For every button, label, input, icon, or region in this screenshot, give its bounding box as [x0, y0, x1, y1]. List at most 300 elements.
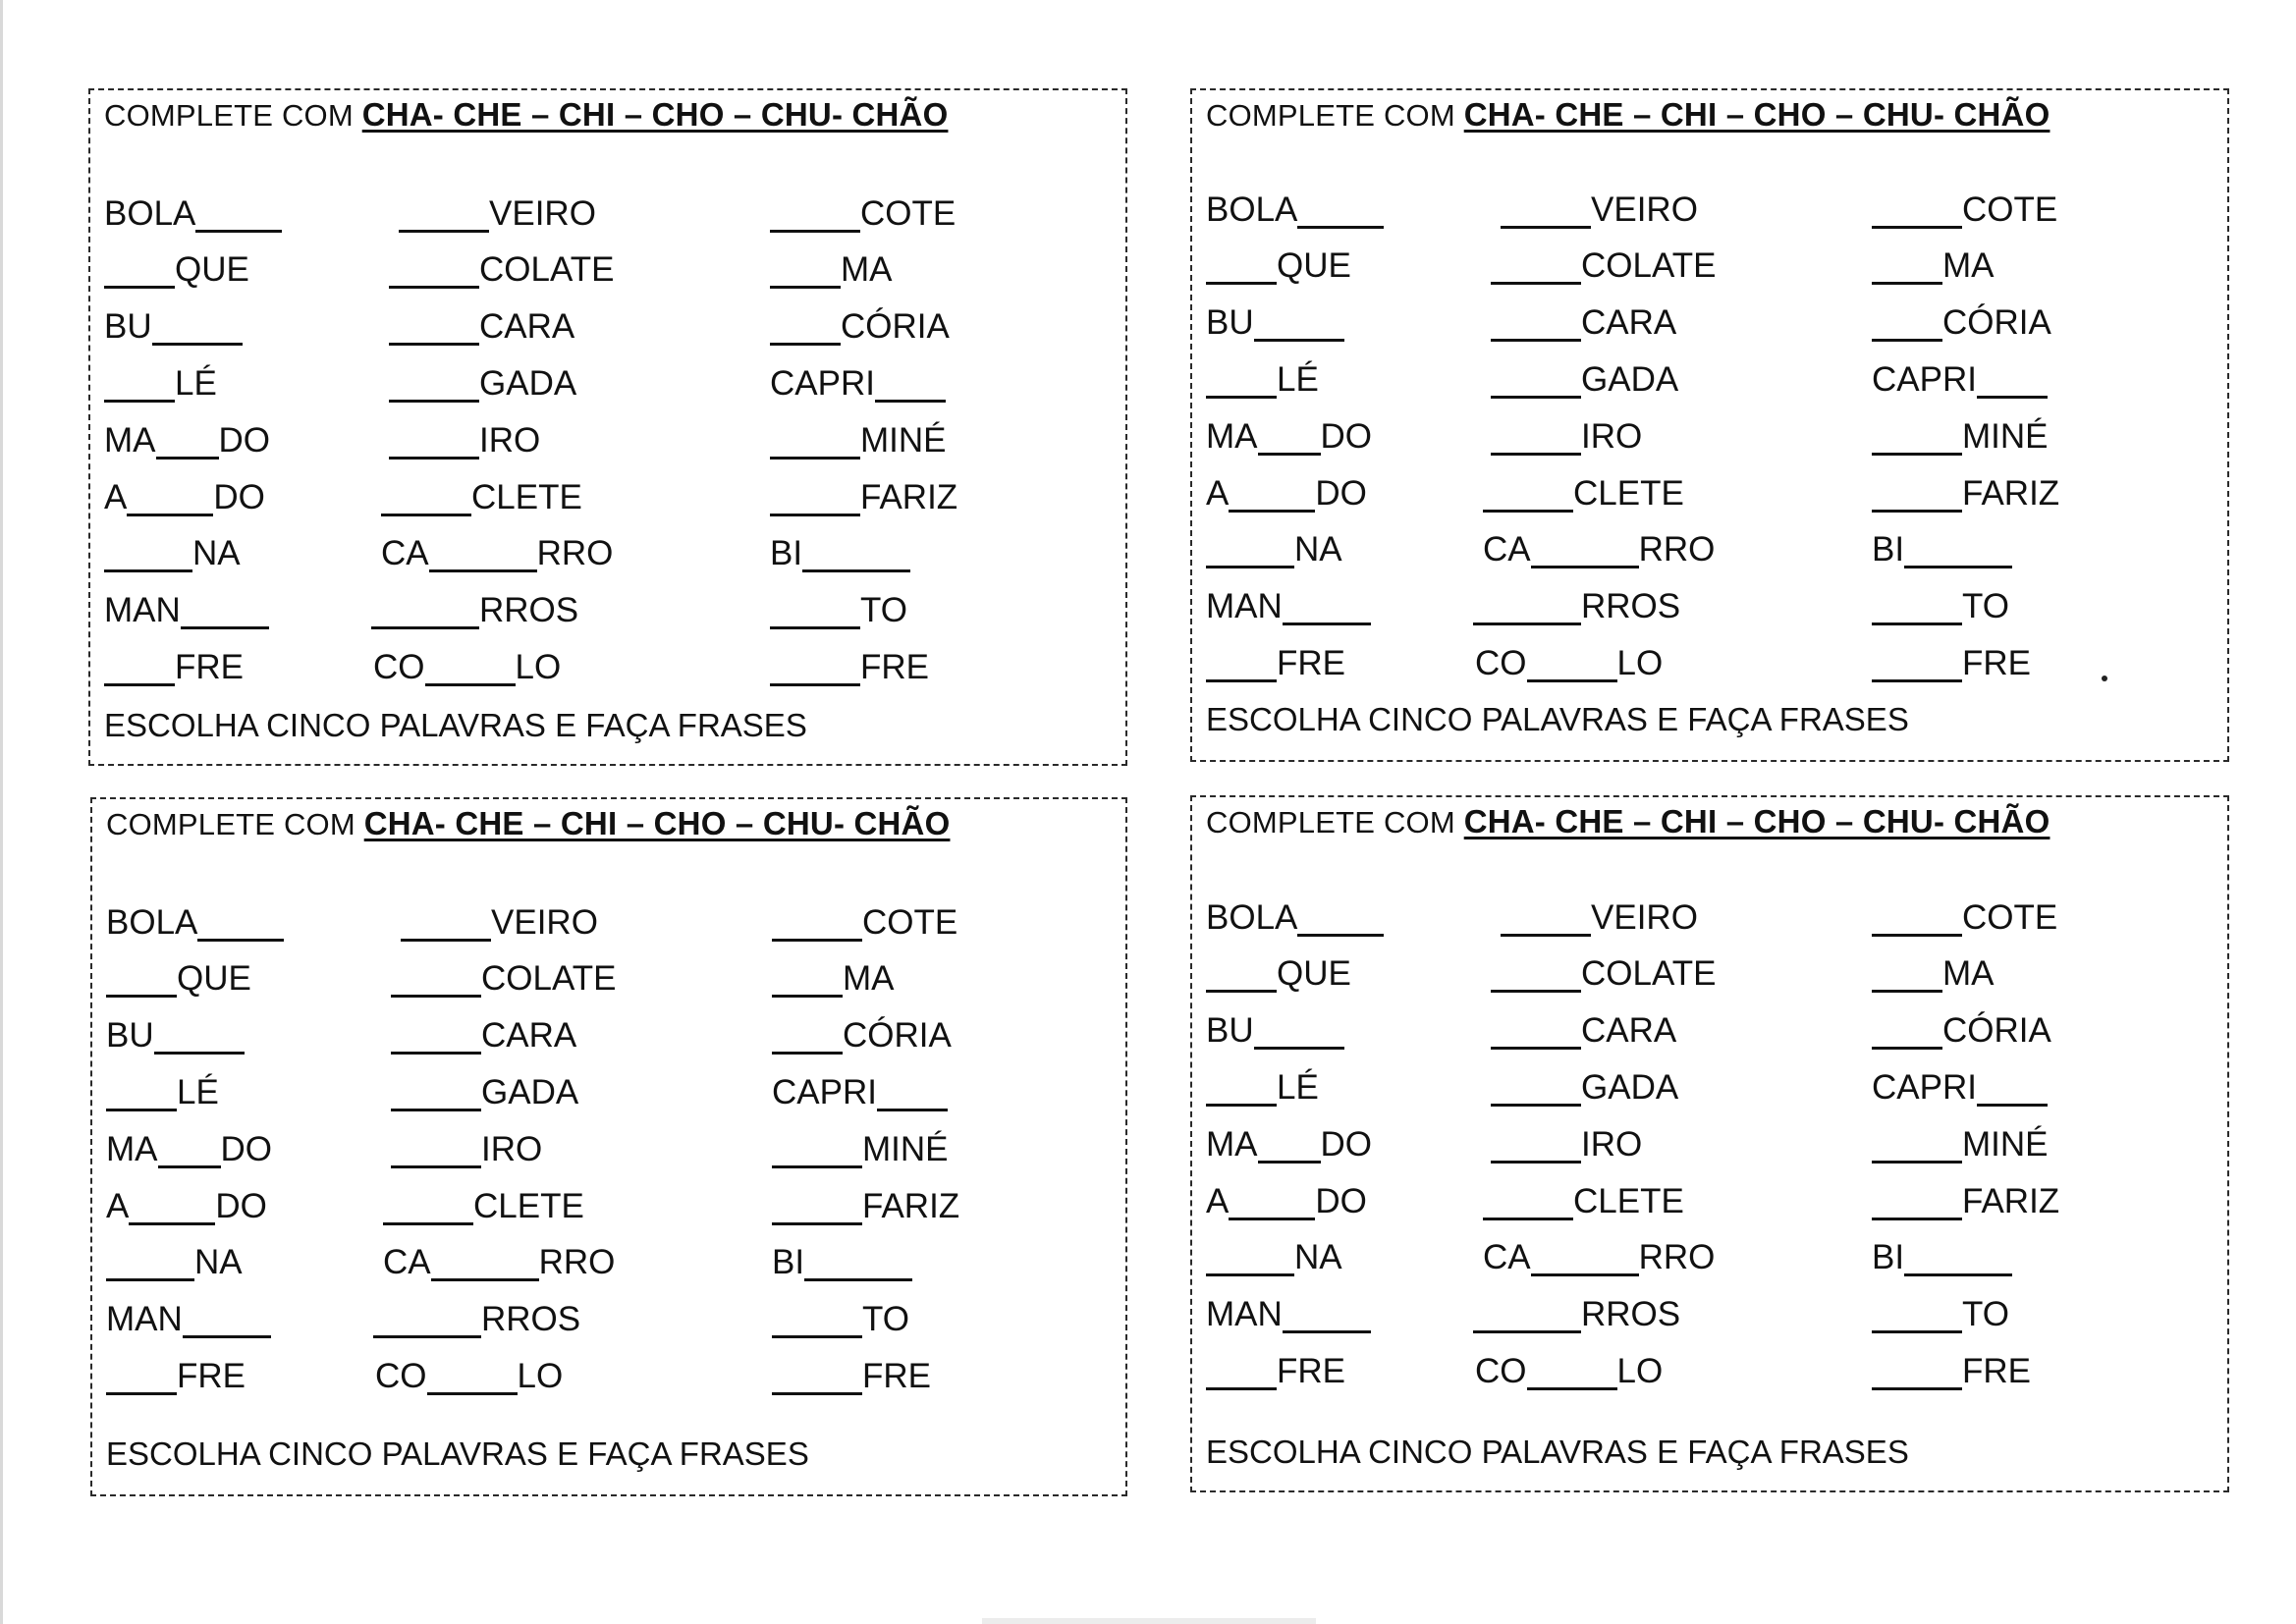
word-item	[1872, 413, 2049, 454]
word-item	[772, 1297, 909, 1337]
word-suffix: FRE	[860, 647, 929, 686]
word-suffix: QUE	[177, 959, 251, 999]
answer-blank[interactable]	[772, 1361, 862, 1395]
word-prefix: BI	[1872, 1238, 1905, 1277]
answer-blank[interactable]	[770, 596, 860, 630]
card-footer-instruction: ESCOLHA CINCO PALAVRAS E FAÇA FRASES	[104, 707, 807, 743]
word-item	[106, 956, 251, 997]
word-item	[1872, 1121, 2049, 1162]
answer-blank[interactable]	[804, 1248, 912, 1282]
card-title	[1206, 803, 2050, 840]
word-item	[1491, 413, 1642, 454]
word-suffix: LO	[515, 647, 562, 686]
answer-blank[interactable]	[1977, 364, 2048, 399]
answer-blank[interactable]	[1473, 1300, 1581, 1334]
word-suffix: MA	[841, 250, 893, 290]
answer-blank[interactable]	[1206, 251, 1277, 286]
answer-blank[interactable]	[106, 1248, 194, 1282]
answer-blank[interactable]	[1491, 364, 1581, 399]
answer-blank[interactable]	[195, 198, 282, 233]
answer-blank[interactable]	[391, 1021, 481, 1056]
word-item	[1872, 470, 2059, 511]
answer-blank[interactable]	[1872, 1300, 1962, 1334]
word-prefix: BOLA	[106, 902, 198, 942]
word-item	[104, 474, 265, 514]
word-suffix: TO	[1962, 1295, 2009, 1334]
word-item	[770, 474, 957, 514]
word-suffix: DO	[220, 1129, 272, 1168]
word-suffix: MINÉ	[860, 420, 947, 460]
word-item	[770, 247, 893, 288]
word-item	[1483, 1235, 1715, 1275]
word-suffix: MINÉ	[1962, 416, 2049, 456]
answer-blank[interactable]	[389, 425, 479, 460]
word-item	[1872, 584, 2009, 624]
word-suffix: CÓRIA	[841, 307, 950, 347]
answer-blank[interactable]	[106, 1361, 177, 1395]
word-prefix: BU	[1206, 1011, 1254, 1051]
answer-blank[interactable]	[772, 964, 843, 999]
word-suffix: RRO	[536, 534, 614, 573]
word-item	[104, 190, 282, 231]
word-item	[389, 417, 540, 458]
answer-blank[interactable]	[1297, 194, 1384, 229]
word-suffix: DO	[1315, 1181, 1367, 1220]
word-prefix: A	[106, 1186, 130, 1225]
scan-mark	[982, 1618, 1316, 1624]
word-suffix: MA	[843, 959, 895, 999]
card-footer-instruction: ESCOLHA CINCO PALAVRAS E FAÇA FRASES	[1206, 701, 1909, 737]
answer-blank[interactable]	[106, 1077, 177, 1111]
word-item	[1206, 1008, 1344, 1049]
word-prefix: CO	[1475, 1351, 1527, 1390]
word-prefix: BOLA	[104, 193, 196, 233]
word-item	[770, 531, 910, 571]
answer-blank[interactable]	[1501, 902, 1591, 937]
word-prefix: MA	[1206, 416, 1258, 456]
answer-blank[interactable]	[381, 482, 471, 516]
answer-blank[interactable]	[1229, 478, 1315, 513]
word-suffix: QUE	[1277, 954, 1351, 994]
word-item	[1491, 1121, 1642, 1162]
answer-blank[interactable]	[1229, 1186, 1315, 1220]
word-prefix: BU	[1206, 303, 1254, 343]
word-suffix: CÓRIA	[1942, 1011, 2051, 1051]
word-item	[1501, 187, 1698, 227]
answer-blank[interactable]	[1872, 902, 1962, 937]
answer-blank[interactable]	[391, 1077, 481, 1111]
card-title	[1206, 96, 2050, 134]
word-suffix: RROS	[479, 591, 579, 630]
word-item	[770, 417, 947, 458]
word-suffix: DO	[213, 477, 265, 516]
answer-blank[interactable]	[154, 1021, 245, 1056]
word-item	[1206, 527, 1342, 568]
answer-blank[interactable]	[1483, 1186, 1573, 1220]
answer-blank[interactable]	[1904, 535, 2012, 569]
word-item	[1206, 244, 1351, 284]
answer-blank[interactable]	[1872, 592, 1962, 626]
word-prefix: CAPRI	[772, 1072, 877, 1111]
answer-blank[interactable]	[1491, 251, 1581, 286]
word-item	[1872, 1292, 2009, 1332]
word-prefix: CO	[375, 1356, 427, 1395]
word-suffix: DO	[1320, 416, 1372, 456]
answer-blank[interactable]	[1254, 1016, 1344, 1051]
word-suffix: MINÉ	[1962, 1124, 2049, 1164]
word-prefix: MA	[1206, 1124, 1258, 1164]
answer-blank[interactable]	[1283, 1300, 1371, 1334]
word-prefix: A	[1206, 473, 1230, 513]
word-item	[1475, 1348, 1663, 1388]
word-item	[1491, 244, 1716, 284]
word-item	[772, 899, 957, 940]
exercise-card-top-left	[88, 88, 1127, 766]
word-suffix: RROS	[1581, 587, 1681, 626]
word-item	[106, 1126, 272, 1166]
word-item	[1206, 640, 1345, 680]
syllable-list: CHA- CHE – CHI – CHO – CHU- CHÃO	[1463, 803, 2050, 839]
answer-blank[interactable]	[391, 964, 481, 999]
word-suffix: CARA	[479, 307, 575, 347]
word-item	[104, 588, 269, 628]
word-suffix: DO	[1320, 1124, 1372, 1164]
answer-blank[interactable]	[1297, 902, 1384, 937]
answer-blank[interactable]	[1531, 535, 1639, 569]
word-suffix: GADA	[1581, 1067, 1679, 1107]
answer-blank[interactable]	[127, 482, 213, 516]
answer-blank[interactable]	[1872, 1356, 1962, 1390]
word-suffix: VEIRO	[489, 193, 596, 233]
word-item	[383, 1240, 615, 1280]
word-suffix: IRO	[1581, 1124, 1643, 1164]
card-title	[106, 805, 950, 842]
word-suffix: COTE	[1962, 897, 2058, 937]
answer-blank[interactable]	[429, 539, 537, 573]
answer-blank[interactable]	[770, 198, 860, 233]
answer-blank[interactable]	[772, 1021, 843, 1056]
word-suffix: COLATE	[1581, 246, 1717, 286]
word-item	[391, 1126, 542, 1166]
answer-blank[interactable]	[1491, 959, 1581, 994]
word-item	[1872, 1178, 2059, 1218]
word-suffix: VEIRO	[1591, 189, 1698, 229]
word-item	[389, 304, 574, 345]
word-item	[1473, 584, 1680, 624]
answer-blank[interactable]	[183, 1305, 271, 1339]
word-item	[1491, 1064, 1678, 1105]
answer-blank[interactable]	[104, 255, 175, 290]
word-item	[772, 956, 895, 997]
answer-blank[interactable]	[1254, 308, 1344, 343]
answer-blank[interactable]	[1872, 478, 1962, 513]
syllable-list: CHA- CHE – CHI – CHO – CHU- CHÃO	[363, 805, 951, 841]
answer-blank[interactable]	[431, 1248, 539, 1282]
answer-blank[interactable]	[1491, 1072, 1581, 1107]
answer-blank[interactable]	[106, 964, 177, 999]
answer-blank[interactable]	[383, 1191, 473, 1225]
word-item	[1206, 894, 1384, 935]
word-suffix: CARA	[1581, 303, 1677, 343]
answer-blank[interactable]	[1872, 251, 1942, 286]
answer-blank[interactable]	[770, 652, 860, 686]
word-prefix: CA	[1483, 1238, 1531, 1277]
word-suffix: NA	[1294, 1238, 1342, 1277]
answer-blank[interactable]	[1206, 1243, 1294, 1277]
answer-blank[interactable]	[1491, 1016, 1581, 1051]
word-item	[371, 588, 578, 628]
word-item	[772, 1069, 948, 1110]
answer-blank[interactable]	[1491, 308, 1581, 343]
answer-blank[interactable]	[1904, 1243, 2012, 1277]
word-item	[104, 304, 243, 345]
word-item	[373, 644, 561, 684]
word-suffix: FRE	[175, 647, 244, 686]
answer-blank[interactable]	[129, 1191, 215, 1225]
word-suffix: CLETE	[471, 477, 582, 516]
answer-blank[interactable]	[1206, 959, 1277, 994]
word-suffix: TO	[862, 1300, 909, 1339]
word-prefix: MA	[104, 420, 156, 460]
word-item	[391, 1069, 578, 1110]
word-item	[1206, 187, 1384, 227]
word-item	[1872, 1008, 2051, 1049]
answer-blank[interactable]	[389, 312, 479, 347]
word-item	[1206, 1121, 1372, 1162]
word-suffix: MA	[1942, 246, 1995, 286]
exercise-card-top-right	[1190, 88, 2229, 762]
word-suffix: LÉ	[1277, 1067, 1319, 1107]
word-item	[1491, 356, 1678, 397]
scan-edge	[0, 0, 3, 1624]
answer-blank[interactable]	[1473, 592, 1581, 626]
word-suffix: DO	[215, 1186, 267, 1225]
word-item	[1501, 894, 1698, 935]
word-suffix: COLATE	[1581, 954, 1717, 994]
word-suffix: FRE	[1962, 643, 2031, 682]
answer-blank[interactable]	[197, 907, 284, 942]
word-item	[106, 1069, 219, 1110]
answer-blank[interactable]	[772, 907, 862, 942]
word-suffix: MA	[1942, 954, 1995, 994]
word-prefix: BU	[106, 1016, 154, 1056]
answer-blank[interactable]	[156, 425, 219, 460]
word-item	[1872, 356, 2048, 397]
answer-blank[interactable]	[401, 907, 491, 942]
answer-blank[interactable]	[1206, 648, 1277, 682]
word-prefix: CA	[383, 1243, 431, 1282]
word-suffix: COLATE	[479, 250, 615, 290]
word-item	[770, 304, 950, 345]
word-item	[770, 190, 956, 231]
answer-blank[interactable]	[391, 1134, 481, 1168]
answer-blank[interactable]	[1483, 478, 1573, 513]
word-item	[1872, 1348, 2031, 1388]
word-suffix: FARIZ	[860, 477, 958, 516]
answer-blank[interactable]	[1872, 1016, 1942, 1051]
exercise-card-bottom-left	[90, 797, 1127, 1496]
answer-blank[interactable]	[772, 1134, 862, 1168]
answer-blank[interactable]	[1283, 592, 1371, 626]
answer-blank[interactable]	[875, 368, 946, 403]
word-suffix: RRO	[1638, 1238, 1716, 1277]
word-suffix: FRE	[1962, 1351, 2031, 1390]
answer-blank[interactable]	[371, 596, 479, 630]
word-item	[106, 1183, 267, 1223]
word-suffix: QUE	[175, 250, 249, 290]
word-suffix: GADA	[1581, 359, 1679, 399]
word-item	[104, 360, 217, 401]
answer-blank[interactable]	[389, 255, 479, 290]
word-item	[1206, 470, 1367, 511]
word-suffix: CÓRIA	[1942, 303, 2051, 343]
word-suffix: LÉ	[1277, 359, 1319, 399]
answer-blank[interactable]	[1491, 421, 1581, 456]
instruction-prefix: COMPLETE COM	[106, 807, 364, 841]
word-item	[1206, 1292, 1371, 1332]
word-item	[106, 1013, 245, 1054]
word-item	[1872, 1235, 2012, 1275]
answer-blank[interactable]	[1872, 1186, 1962, 1220]
answer-blank[interactable]	[1872, 194, 1962, 229]
answer-blank[interactable]	[1206, 364, 1277, 399]
word-suffix: CLETE	[473, 1186, 584, 1225]
answer-blank[interactable]	[770, 312, 841, 347]
word-suffix: TO	[1962, 587, 2009, 626]
answer-blank[interactable]	[1872, 421, 1962, 456]
word-item	[770, 360, 946, 401]
answer-blank[interactable]	[1206, 535, 1294, 569]
word-item	[1483, 527, 1715, 568]
word-prefix: CAPRI	[1872, 359, 1977, 399]
answer-blank[interactable]	[1258, 1129, 1321, 1164]
word-item	[399, 190, 596, 231]
word-item	[1206, 1235, 1342, 1275]
word-item	[391, 956, 616, 997]
answer-blank[interactable]	[1206, 1356, 1277, 1390]
answer-blank[interactable]	[389, 368, 479, 403]
word-item	[1206, 300, 1344, 341]
word-item	[1206, 951, 1351, 992]
instruction-prefix: COMPLETE COM	[1206, 98, 1464, 133]
answer-blank[interactable]	[1977, 1072, 2048, 1107]
answer-blank[interactable]	[770, 482, 860, 516]
scan-dot	[2102, 676, 2107, 681]
answer-blank[interactable]	[1491, 1129, 1581, 1164]
word-prefix: BI	[1872, 530, 1905, 569]
word-prefix: A	[1206, 1181, 1230, 1220]
answer-blank[interactable]	[770, 425, 860, 460]
answer-blank[interactable]	[1501, 194, 1591, 229]
answer-blank[interactable]	[772, 1191, 862, 1225]
answer-blank[interactable]	[877, 1077, 948, 1111]
word-item	[1206, 1348, 1345, 1388]
answer-blank[interactable]	[1531, 1243, 1639, 1277]
word-suffix: RROS	[481, 1300, 581, 1339]
word-item	[1872, 640, 2031, 680]
word-prefix: CA	[1483, 530, 1531, 569]
word-item	[1206, 1178, 1367, 1218]
word-prefix: CAPRI	[1872, 1067, 1977, 1107]
word-suffix: IRO	[481, 1129, 543, 1168]
word-suffix: IRO	[1581, 416, 1643, 456]
word-item	[391, 1013, 576, 1054]
answer-blank[interactable]	[373, 1305, 481, 1339]
word-prefix: BI	[772, 1243, 805, 1282]
word-suffix: CARA	[481, 1016, 577, 1056]
answer-blank[interactable]	[158, 1134, 221, 1168]
word-suffix: COTE	[860, 193, 957, 233]
word-prefix: MAN	[106, 1300, 183, 1339]
word-suffix: RRO	[538, 1243, 616, 1282]
word-prefix: BOLA	[1206, 189, 1298, 229]
word-prefix: CAPRI	[770, 363, 875, 403]
word-suffix: GADA	[481, 1072, 579, 1111]
word-prefix: BI	[770, 534, 803, 573]
word-item	[1473, 1292, 1680, 1332]
card-footer-instruction: ESCOLHA CINCO PALAVRAS E FAÇA FRASES	[1206, 1434, 1909, 1470]
answer-blank[interactable]	[427, 1361, 518, 1395]
word-item	[1491, 300, 1676, 341]
word-item	[1206, 1064, 1319, 1105]
word-item	[772, 1240, 912, 1280]
word-prefix: CA	[381, 534, 429, 573]
answer-blank[interactable]	[152, 312, 243, 347]
answer-blank[interactable]	[1872, 959, 1942, 994]
word-item	[104, 644, 244, 684]
answer-blank[interactable]	[181, 596, 269, 630]
answer-blank[interactable]	[104, 539, 192, 573]
answer-blank[interactable]	[802, 539, 910, 573]
word-suffix: CARA	[1581, 1011, 1677, 1051]
word-suffix: VEIRO	[1591, 897, 1698, 937]
word-item	[1872, 527, 2012, 568]
word-prefix: MAN	[1206, 587, 1283, 626]
answer-blank[interactable]	[1527, 1356, 1617, 1390]
instruction-prefix: COMPLETE COM	[1206, 805, 1464, 839]
word-item	[1491, 951, 1716, 992]
word-suffix: CLETE	[1573, 473, 1684, 513]
answer-blank[interactable]	[1872, 648, 1962, 682]
exercise-card-bottom-right	[1190, 795, 2229, 1492]
word-item	[381, 474, 582, 514]
word-suffix: FRE	[1277, 643, 1345, 682]
word-item	[106, 899, 284, 940]
answer-blank[interactable]	[425, 652, 516, 686]
answer-blank[interactable]	[770, 255, 841, 290]
answer-blank[interactable]	[1527, 648, 1617, 682]
word-item	[770, 588, 907, 628]
word-suffix: GADA	[479, 363, 577, 403]
word-item	[383, 1183, 584, 1223]
word-suffix: NA	[192, 534, 241, 573]
answer-blank[interactable]	[104, 368, 175, 403]
word-item	[1475, 640, 1663, 680]
word-prefix: MAN	[1206, 1295, 1283, 1334]
answer-blank[interactable]	[1872, 308, 1942, 343]
word-suffix: DO	[218, 420, 270, 460]
answer-blank[interactable]	[772, 1305, 862, 1339]
word-suffix: LÉ	[175, 363, 217, 403]
answer-blank[interactable]	[1258, 421, 1321, 456]
word-item	[1483, 470, 1684, 511]
answer-blank[interactable]	[1872, 1129, 1962, 1164]
answer-blank[interactable]	[399, 198, 489, 233]
answer-blank[interactable]	[104, 652, 175, 686]
syllable-list: CHA- CHE – CHI – CHO – CHU- CHÃO	[1463, 96, 2050, 133]
word-item	[772, 1183, 959, 1223]
answer-blank[interactable]	[1206, 1072, 1277, 1107]
